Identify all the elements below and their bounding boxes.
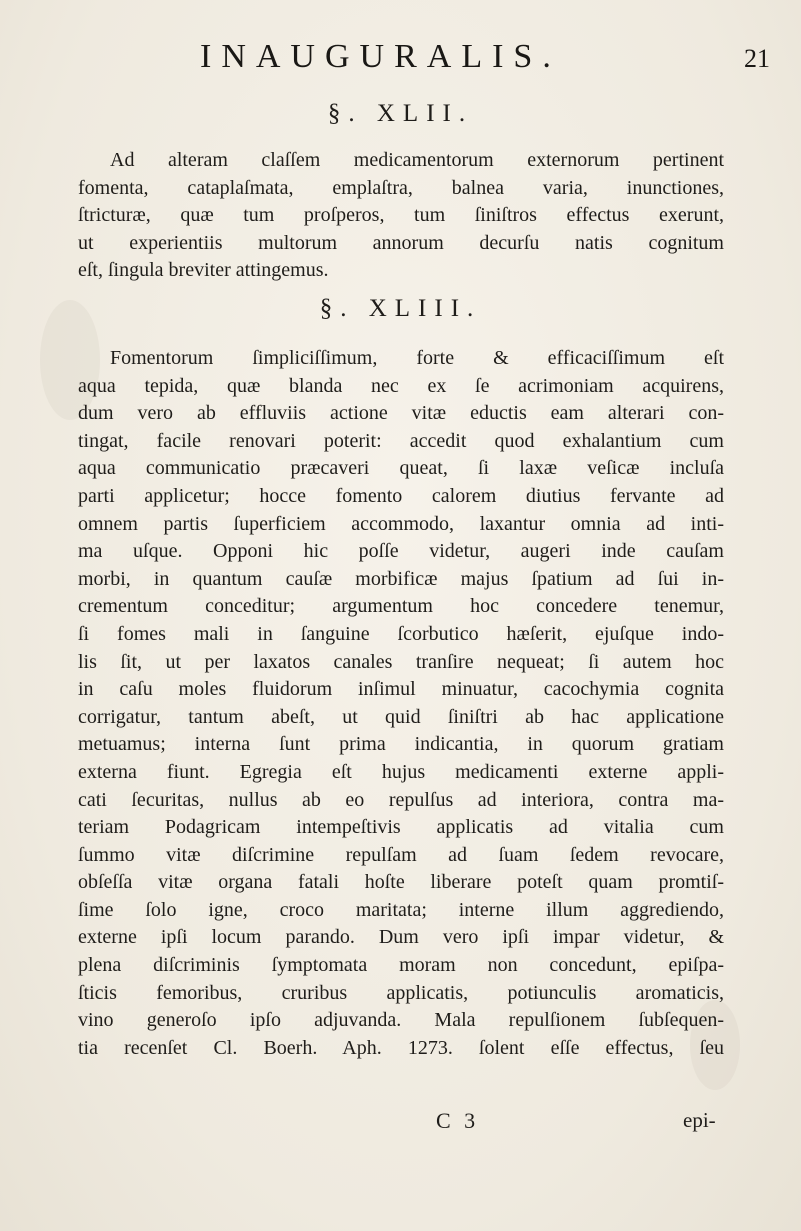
text-line: aqua tepida, quæ blanda nec ex ſe acrimoniam acquirens, <box>78 374 724 397</box>
text-line: parti applicetur; hocce fomento calorem diutius fervante ad <box>78 484 724 507</box>
text-line: ſummo vitæ diſcrimine repulſam ad ſuam ſedem revocare, <box>78 843 724 866</box>
paragraph-section-43 <box>78 345 724 1062</box>
text-line: externe ipſi locum parando. Dum vero ipſi impar videtur, & <box>78 926 724 949</box>
text-line: ſi fomes mali in ſanguine ſcorbutico hæſerit, ejuſque indo- <box>78 622 724 645</box>
text-line: plena diſcriminis ſymptomata moram non concedunt, epiſpa- <box>78 954 724 977</box>
text-line: lis ſit, ut per laxatos canales tranſire nequeat; ſi autem hoc <box>78 650 724 673</box>
text-line: in caſu moles fluidorum inſimul minuatur, cacochymia cognita <box>78 678 724 701</box>
text-line: ut experientiis multorum annorum decurſu natis cognitum <box>78 231 724 254</box>
text-line: teriam Podagricam intempeſtivis applicatis ad vitalia cum <box>78 816 724 839</box>
text-line: omnem partis ſuperficiem accommodo, laxantur omnia ad inti- <box>78 512 724 535</box>
text-line: fomenta, cataplaſmata, emplaſtra, balnea varia, inunctiones, <box>78 176 724 199</box>
text-line: cati ſecuritas, nullus ab eo repulſus ad interiora, contra ma- <box>78 788 724 811</box>
text-line: Ad alteram claſſem medicamentorum externorum pertinent <box>110 149 724 171</box>
text-line: dum vero ab effluviis actione vitæ eductis eam alterari con- <box>78 402 724 425</box>
text-line: eſt, ſingula breviter attingemus. <box>78 259 329 282</box>
text-line: Fomentorum ſimpliciſſimum, forte & efficaciſſimum eſt <box>110 347 724 369</box>
text-line: morbi, in quantum cauſæ morbificæ majus ſpatium ad ſui in- <box>78 567 724 590</box>
text-line: ma uſque. Opponi hic poſſe videtur, augeri inde cauſam <box>78 540 724 563</box>
text-line: metuamus; interna ſunt prima indicantia, in quorum gratiam <box>78 733 724 756</box>
text-line: vino generoſo ipſo adjuvanda. Mala repulſionem ſubſequen- <box>78 1009 724 1032</box>
running-title: INAUGURALIS. <box>200 38 561 75</box>
signature-mark: C 3 <box>436 1108 480 1133</box>
text-line: tia recenſet Cl. Boerh. Aph. 1273. ſolent eſſe effectus, ſeu <box>78 1036 724 1059</box>
text-line: corrigatur, tantum abeſt, ut quid ſiniſtri ab hac applicatione <box>78 705 724 728</box>
text-line: tingat, facile renovari poterit: accedit quod exhalantium cum <box>78 429 724 452</box>
text-line: ſticis femoribus, cruribus applicatis, potiunculis aromaticis, <box>78 981 724 1004</box>
page-footer <box>0 1108 801 1138</box>
section-heading-43: §. XLIII. <box>319 295 482 322</box>
page-number: 21 <box>744 44 770 73</box>
running-head <box>0 38 801 78</box>
text-line: crementum conceditur; argumentum hoc concedere tenemur, <box>78 595 724 618</box>
text-line: ſime ſolo igne, croco maritata; interne illum aggrediendo, <box>78 898 724 921</box>
section-heading-42: §. XLII. <box>327 100 474 127</box>
paragraph-section-42 <box>78 147 724 285</box>
text-line: obſeſſa vitæ organa fatali hoſte liberare poteſt quam promtiſ- <box>78 871 724 894</box>
text-line: ſtricturæ, quæ tum proſperos, tum ſiniſtros effectus exerunt, <box>78 204 724 227</box>
text-line: externa fiunt. Egregia eſt hujus medicamenti externe appli- <box>78 760 724 783</box>
text-line: aqua communicatio præcaveri queat, ſi laxæ veſicæ incluſa <box>78 457 724 480</box>
catchword: epi- <box>683 1108 716 1132</box>
